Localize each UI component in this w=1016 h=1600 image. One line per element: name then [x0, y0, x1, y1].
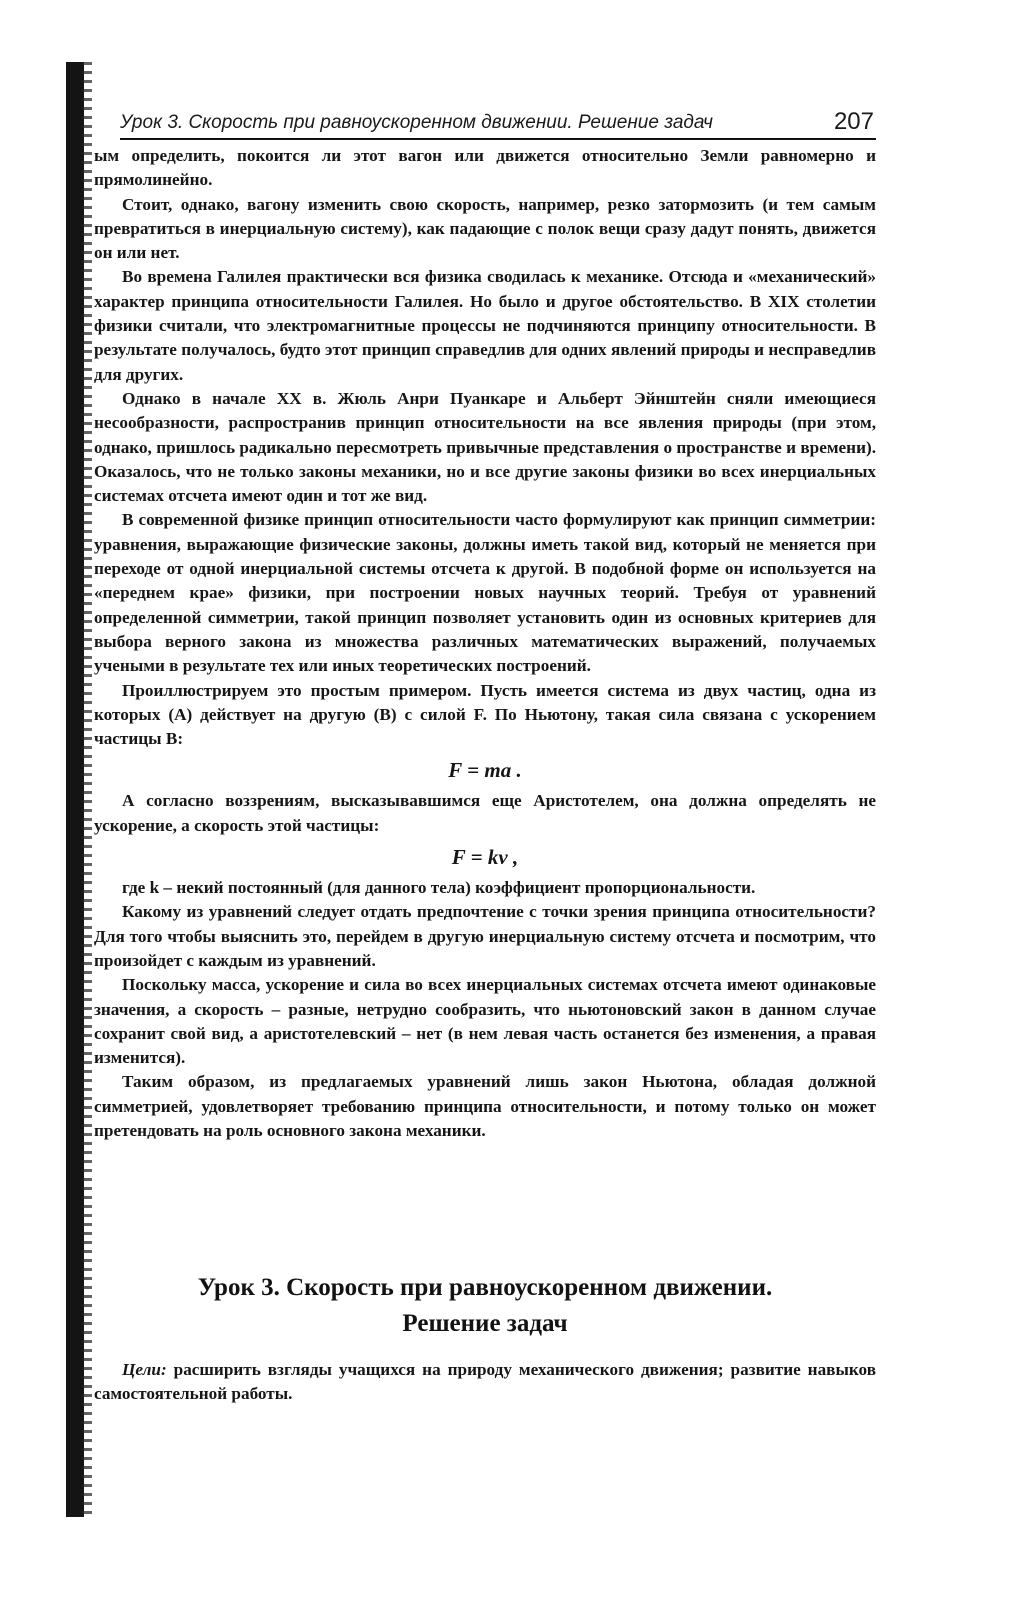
goals-text: расширить взгляды учащихся на природу механического движения; развитие навыков самостоятельной работы. — [94, 1360, 876, 1404]
paragraph: Проиллюстрируем это простым примером. Пусть имеется система из двух частиц, одна из которых (А) действует на другую (В) с силой F. По Ньютону, такая сила связана с ускорением частицы В: — [94, 680, 876, 749]
paragraph: В современной физике принцип относительности часто формулируют как принцип симметрии: уравнения, выражающие физические законы, должны иметь такой вид, который не меняется при переходе от одной инерциальной системы отсчета к другой. В подобной форме он используется на «переднем крае» физики, при построении новых научных теорий. Требуя от уравнений определенной симметрии, такой принцип позволяет установить один из основных критериев для выбора верного закона из множества различных математических выражений, получаемых учеными в результате тех или иных теоретических построений. — [94, 510, 876, 676]
paragraph: Однако в начале XX в. Жюль Анри Пуанкаре и Альберт Эйнштейн сняли имеющиеся несообразности, распространив принцип относительности на все явления природы (при этом, однако, пришлось радикально пересмотреть привычные представления о пространстве и времени). Оказалось, что не только законы механики, но и все другие законы физики во всех инерциальных системах отсчета имеют один и тот же вид. — [94, 388, 876, 506]
where-line: где k – некий постоянный (для данного тела) коэффициент пропорциональности. — [122, 878, 756, 898]
paragraph: Поскольку масса, ускорение и сила во всех инерциальных системах отсчета имеют одинаковые значения, а скорость – разные, нетрудно сообразить, что ньютоновский закон в данном случае сохранит свой вид, а аристотелевский – нет (в нем левая часть останется без изменения, а правая изменится). — [94, 975, 876, 1068]
section-title-line-1: Урок 3. Скорость при равноускоренном движении. — [197, 1274, 773, 1301]
book-spine-shadow — [66, 62, 84, 1517]
section-title — [94, 1270, 876, 1342]
lesson-goals — [94, 1358, 876, 1407]
body-text — [94, 144, 876, 1143]
page-number: 207 — [833, 108, 874, 135]
formula-aristotle: F = kv , — [451, 845, 519, 870]
goals-label: Цели: — [122, 1360, 167, 1379]
formula-newton: F = ma . — [448, 758, 522, 783]
paragraph: Таким образом, из предлагаемых уравнений лишь закон Ньютона, обладая должной симметрией, удовлетворяет требованию принципа относительности, и потому только он может претендовать на роль основного закона механики. — [94, 1072, 876, 1140]
section-title-line-2: Решение задач — [402, 1310, 568, 1337]
page-header — [120, 104, 876, 140]
paragraph: Какому из уравнений следует отдать предпочтение с точки зрения принципа относительности? Для того чтобы выяснить это, перейдем в другую инерциальную систему отсчета и посмотрим, что произойдет с каждым из уравнений. — [94, 902, 876, 970]
paragraph: А согласно воззрениям, высказывавшимся еще Аристотелем, она должна определять не ускорение, а скорость этой частицы: — [94, 791, 876, 835]
running-title: Урок 3. Скорость при равноускоренном движении. Решение задач — [120, 112, 714, 133]
paragraph: Во времена Галилея практически вся физика сводилась к механике. Отсюда и «механический» характер принципа относительности Галилея. Но было и другое обстоятельство. В XIX столетии физики считали, что электромагнитные процессы не подчиняются принципу относительности. В результате получалось, будто этот принцип справедлив для одних явлений природы и несправедлив для других. — [94, 267, 876, 384]
paragraph: ым определить, покоится ли этот вагон или движется относительно Земли равномерно и прямолинейно. — [94, 146, 876, 190]
paragraph: Стоит, однако, вагону изменить свою скорость, например, резко затормозить (и тем самым превратиться в инерциальную систему), как падающие с полок вещи сразу дадут понять, движется он или нет. — [94, 194, 876, 263]
